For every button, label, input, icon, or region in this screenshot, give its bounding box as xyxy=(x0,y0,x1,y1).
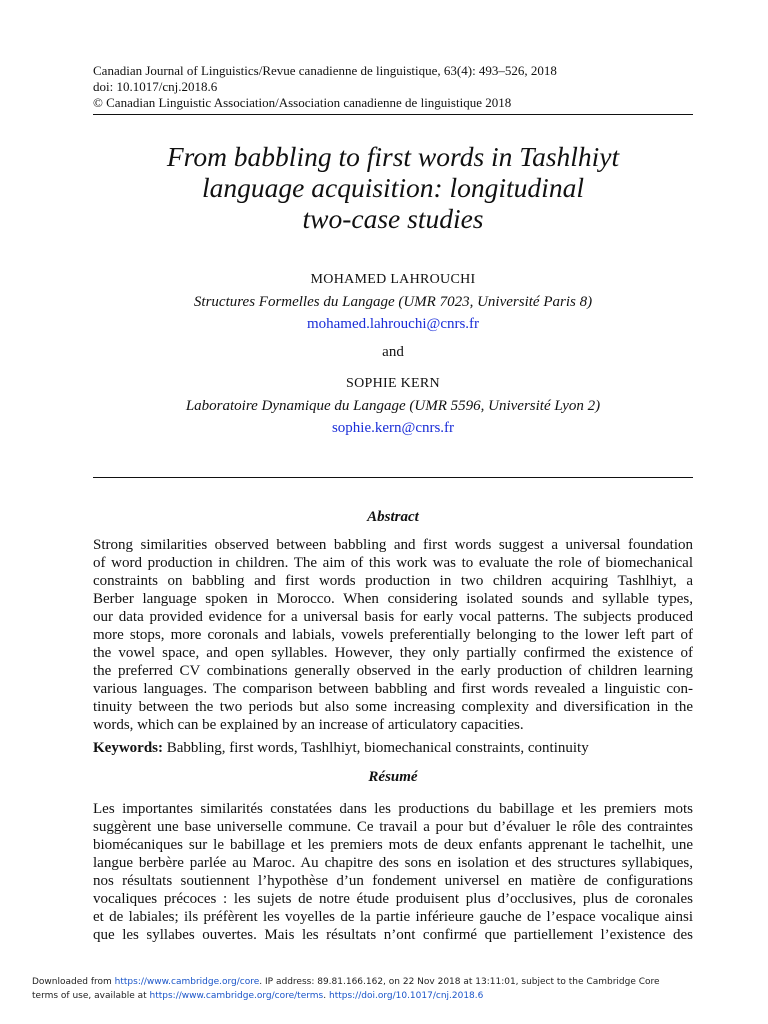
text-line: Les importantes similarités constatées dans les productions du babillage et les premiers mots xyxy=(93,801,693,817)
footer-text: . IP address: 89.81.166.162, on 22 Nov 2018 at 13:11:01, subject to the Cambridge Core xyxy=(259,977,660,987)
text-line: of word production in children. The aim of this work was to evaluate the role of biomechanical xyxy=(93,555,693,571)
author-affiliation: Laboratoire Dynamique du Langage (UMR 5596, Université Lyon 2) xyxy=(185,398,601,414)
title-line: two-case studies xyxy=(302,203,484,234)
keywords-label: Keywords: xyxy=(93,740,163,756)
text-line: tinuity between the two periods but also some increasing complexity and diversification in the xyxy=(93,699,693,715)
journal-doi: doi: 10.1017/cnj.2018.6 xyxy=(93,79,218,94)
download-footer xyxy=(32,975,732,1003)
text-line: the preferred CV combinations generally observed in the early production of children learning xyxy=(93,663,693,679)
footer-line xyxy=(32,989,732,1003)
journal-header xyxy=(93,63,693,111)
terms-link[interactable]: https://www.cambridge.org/core/terms xyxy=(149,991,324,1001)
author-affiliation: Structures Formelles du Langage (UMR 7023, Université Paris 8) xyxy=(193,294,593,310)
footer-text: . xyxy=(323,991,329,1001)
footer-text: terms of use, available at xyxy=(32,991,150,1001)
author-block xyxy=(93,269,693,335)
keywords xyxy=(93,739,693,757)
author-separator: and xyxy=(382,344,404,360)
doi-link[interactable]: https://doi.org/10.1017/cnj.2018.6 xyxy=(328,991,484,1001)
keywords-text: Babbling, first words, Tashlhiyt, biomechanical constraints, continuity xyxy=(166,740,589,756)
footer-text: Downloaded from xyxy=(32,977,115,987)
footer-line xyxy=(32,975,732,989)
text-line: our data provided evidence for a universal basis for early vocal patterns. The subjects produced xyxy=(93,609,693,625)
author-email-link[interactable]: mohamed.lahrouchi@cnrs.fr xyxy=(306,316,480,332)
author-name: MOHAMED LAHROUCHI xyxy=(310,272,476,287)
journal-citation: Canadian Journal of Linguistics/Revue canadienne de linguistique, 63(4): 493–526, 2018 xyxy=(93,63,557,78)
text-line: que les syllabes ouvertes. Mais les résultats n’ont confirmé que partiellement l’existence des xyxy=(93,927,693,943)
author-name: SOPHIE KERN xyxy=(346,376,440,391)
text-line: Strong similarities observed between babbling and first words suggest a universal foundation xyxy=(93,537,693,553)
text-line: et de labiales; ils préfèrent les voyelles de la partie inférieure gauche de l’espace vocalique ainsi xyxy=(93,909,693,925)
resume-heading: Résumé xyxy=(368,769,418,785)
abstract-text xyxy=(93,536,693,734)
text-line: various languages. The comparison between babbling and first words revealed a linguistic con- xyxy=(93,681,693,697)
text-line: nos résultats soutiennent l’hypothèse d’un fondement universel en matière de configurations xyxy=(93,873,693,889)
paper-title xyxy=(93,141,693,234)
text-line: Berber language spoken in Morocco. When considering isolated sounds and syllable types, xyxy=(93,591,693,607)
text-line: more stops, more coronals and labials, vowels preferentially belonging to the lower left part of xyxy=(93,627,693,643)
text-line: biomécaniques sur le babillage et les premiers mots de deux enfants apprenant le tachelhit, une xyxy=(93,837,693,853)
abstract-heading: Abstract xyxy=(367,509,419,525)
section-divider xyxy=(93,477,693,478)
author-email-link[interactable]: sophie.kern@cnrs.fr xyxy=(331,420,455,436)
text-line: words, which can be explained by an increase of articulatory capacities. xyxy=(93,717,524,733)
cambridge-core-link[interactable]: https://www.cambridge.org/core xyxy=(114,977,260,987)
author-block xyxy=(93,373,693,439)
text-line: constraints on babbling and first words production in two children acquiring Tashlhiyt, a xyxy=(93,573,693,589)
text-line: the vowel space, and open syllables. However, they only partially confirmed the existence of xyxy=(93,645,693,661)
title-line: language acquisition: longitudinal xyxy=(202,172,584,203)
header-divider xyxy=(93,114,693,115)
text-line: vocaliques précoces : les sujets de notre étude produisent plus d’occlusives, plus de coronales xyxy=(93,891,693,907)
text-line: suggèrent une base universelle commune. Ce travail a pour but d’évaluer le rôle des contraintes xyxy=(93,819,693,835)
text-line: langue berbère parlée au Maroc. Au chapitre des sons en isolation et des structures syllabiques, xyxy=(93,855,693,871)
title-line: From babbling to first words in Tashlhiyt xyxy=(166,141,620,172)
resume-text xyxy=(93,800,693,944)
journal-copyright: © Canadian Linguistic Association/Association canadienne de linguistique 2018 xyxy=(93,95,512,110)
